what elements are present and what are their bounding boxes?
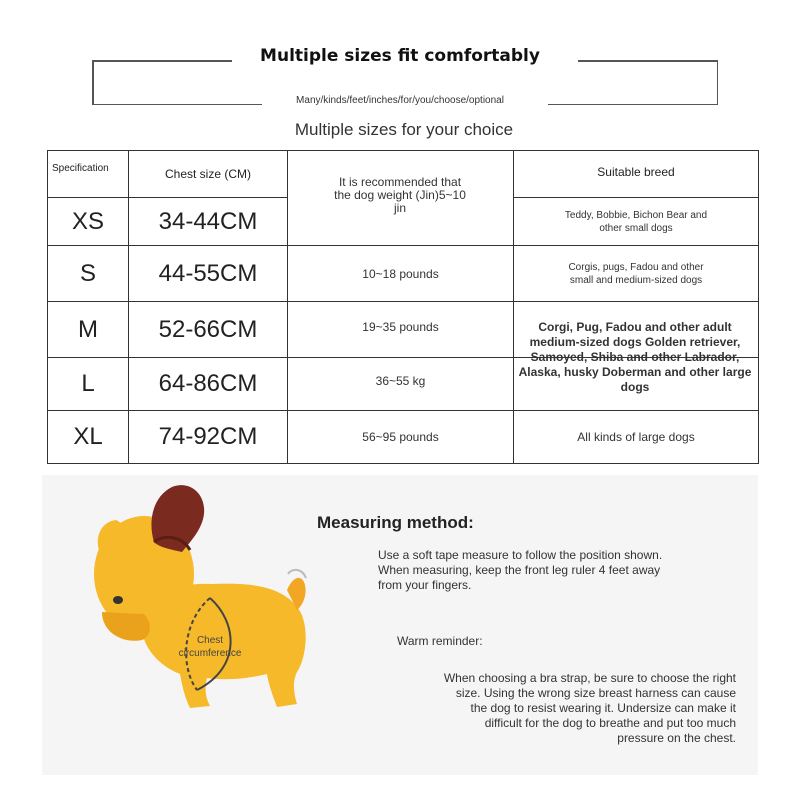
chest-size: 74-92CM	[129, 411, 288, 464]
reminder-title: Warm reminder:	[397, 634, 483, 648]
chest-size: 44-55CM	[129, 246, 288, 302]
size-label: XS	[48, 198, 129, 246]
header-specification: Specification	[48, 151, 129, 198]
dog-ear	[151, 485, 204, 552]
suitable-breed	[514, 198, 759, 246]
dog-body-shape	[94, 516, 306, 708]
header-suitable-breed: Suitable breed	[514, 151, 759, 198]
weight-range: 19~35 pounds	[288, 302, 514, 358]
size-label: S	[48, 246, 129, 302]
header-chest-size: Chest size (CM)	[129, 151, 288, 198]
page-title: Multiple sizes fit comfortably	[260, 46, 540, 66]
table-row	[48, 411, 759, 464]
weight-range: 36~55 kg	[288, 358, 514, 411]
size-label: M	[48, 302, 129, 358]
suitable-breed	[514, 246, 759, 302]
dog-eye	[113, 596, 123, 604]
chest-size: 34-44CM	[129, 198, 288, 246]
reminder-text: When choosing a bra strap, be sure to choose the right size. Using the wrong size breast harness can cause the dog to resist wearing it. Undersize can make it difficult for the dog to breathe and put too much pressure on the chest.	[443, 671, 736, 745]
recommended-weight-header: It is recommended that the dog weight (Jin)5~10 jin	[334, 175, 466, 215]
dog-illustration	[82, 482, 322, 722]
chest-size: 64-86CM	[129, 358, 288, 411]
page-subtitle: Many/kinds/feet/inches/for/you/choose/optional	[296, 95, 504, 106]
measuring-text: Use a soft tape measure to follow the position shown. When measuring, keep the front leg ruler 4 feet away from your fingers.	[378, 548, 663, 592]
size-label: L	[48, 358, 129, 411]
section-heading: Multiple sizes for your choice	[294, 120, 514, 139]
chest-size: 52-66CM	[129, 302, 288, 358]
weight-range: 10~18 pounds	[288, 246, 514, 302]
measuring-title: Measuring method:	[317, 513, 474, 532]
table-row	[48, 246, 759, 302]
suitable-breed-text: Corgis, pugs, Fadou and other small and medium-sized dogs	[568, 261, 704, 286]
suitable-breed: All kinds of large dogs	[514, 411, 759, 464]
size-label: XL	[48, 411, 129, 464]
chest-circumference-label: Chest circumference	[178, 635, 242, 659]
weight-range: 56~95 pounds	[288, 411, 514, 464]
merged-breed-text: Corgi, Pug, Fadou and other adult medium-sized dogs Golden retriever, Samoyed, Shiba and other Labrador, Alaska, husky Doberman and other large dogs	[518, 320, 752, 394]
suitable-breed-text: Teddy, Bobbie, Bichon Bear and other small dogs	[564, 209, 708, 234]
